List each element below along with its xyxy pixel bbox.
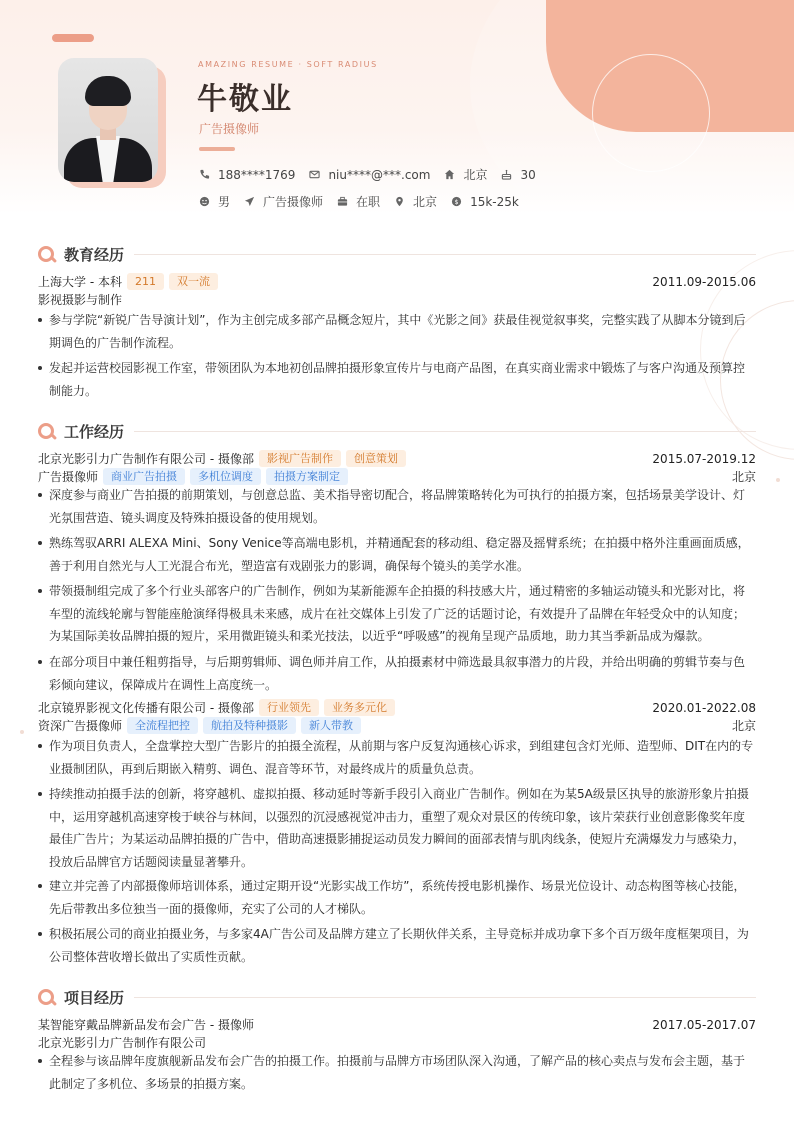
home-icon	[444, 169, 455, 180]
company-tag: 创意策划	[346, 450, 406, 467]
position: 资深广告摄像师	[38, 719, 123, 733]
salary-icon	[451, 196, 462, 207]
project-row	[38, 1016, 756, 1033]
decor-dot	[776, 478, 780, 482]
position-row	[38, 468, 756, 485]
age	[501, 168, 535, 182]
education-row	[38, 273, 756, 290]
education-section-title: 教育经历	[38, 244, 756, 265]
avatar	[58, 58, 158, 182]
position: 广告摄像师	[38, 470, 99, 484]
svg-text:$: $	[454, 197, 459, 206]
company-tag: 业务多元化	[324, 699, 395, 716]
school-name: 上海大学 - 本科	[38, 275, 122, 289]
job-status-value: 在职	[356, 195, 381, 209]
school-tag: 双一流	[169, 273, 218, 290]
salary-value: 15k-25k	[470, 194, 519, 209]
job-bullet: 持续推动拍摄手法的创新，将穿越机、虚拟拍摄、移动延时等新手段引入商业广告制作。例如在为某5A级景区执导的旅游形象片拍摄中，运用穿越机高速穿梭于峡谷与林间，以强烈的沉浸感视觉冲击力，重塑了观众对景区的传统印象，该片荣获行业创意影像奖年度最佳广告片；为某运动品牌拍摄的广告中，借助高速摄影捕捉运动员发力瞬间的面部表情与肌肉线条，使短片充满爆发力与感染力，投放后品牌官方话题阅读量显著攀升。	[38, 783, 756, 873]
project-bullet: 全程参与该品牌年度旗舰新品发布会广告的拍摄工作。拍摄前与品牌方市场团队深入沟通，了解产品的核心卖点与发布会主题，基于此制定了多机位、多场景的拍摄方案。	[38, 1050, 756, 1095]
contact-row	[199, 166, 550, 183]
project-name: 某智能穿戴品牌新品发布会广告 - 摄像师	[38, 1018, 254, 1032]
company-tag: 行业领先	[259, 699, 319, 716]
phone-value: 188****1769	[218, 167, 296, 182]
project-date: 2017.05-2017.07	[652, 1017, 756, 1032]
education-date: 2011.09-2015.06	[652, 274, 756, 289]
job-date: 2015.07-2019.12	[652, 451, 756, 466]
major-row	[38, 291, 756, 308]
position-tag: 全流程把控	[127, 717, 198, 734]
target-position	[244, 193, 323, 210]
job-role: 广告摄像师	[199, 122, 260, 136]
company-name: 北京镜界影视文化传播有限公司 - 摄像部	[38, 701, 254, 715]
position-row	[38, 717, 756, 734]
position-tag: 拍摄方案制定	[266, 468, 348, 485]
age-value: 30	[520, 167, 536, 182]
search-icon	[38, 989, 56, 1007]
job-bullet: 带领摄制组完成了多个行业头部客户的广告制作，例如为某新能源车企拍摄的科技感大片，通过精密的多轴运动镜头和光影对比，将车型的流线轮廓与智能座舱演绎得极具未来感，成片在社交媒体上引发了广泛的话题讨论，有效提升了品牌在年轻受众中的认知度；为某国际美妆品牌拍摄的短片，采用微距镜头和柔光技法，以近乎“呼吸感”的视角呈现产品质地，助力其当季新品成为爆款。	[38, 580, 756, 648]
job-row	[38, 699, 756, 716]
cake-icon	[501, 169, 512, 180]
job-city: 北京	[731, 470, 756, 484]
major: 影视摄影与制作	[38, 293, 123, 307]
email-value: niu****@***.com	[328, 167, 431, 182]
job-bullet: 建立并完善了内部摄像师培训体系，通过定期开设“光影实战工作坊”，系统传授电影机操作、场景光位设计、动态构图等核心技能，先后带教出多位独当一面的摄像师，充实了公司的人才梯队。	[38, 875, 756, 920]
project-org-row	[38, 1034, 756, 1051]
search-icon	[38, 423, 56, 441]
target-position-value: 广告摄像师	[263, 195, 324, 209]
location-icon	[394, 196, 405, 207]
project-section-title: 项目经历	[38, 987, 756, 1008]
decor-dot	[20, 730, 24, 734]
job-bullet: 在部分项目中兼任粗剪指导，与后期剪辑师、调色师并肩工作，从拍摄素材中筛选最具叙事潜力的片段，并给出明确的剪辑节奏与色彩倾向建议，保障成片在调性上高度统一。	[38, 651, 756, 696]
project-org: 北京光影引力广告制作有限公司	[38, 1036, 207, 1050]
job-bullet: 深度参与商业广告拍摄的前期策划，与创意总监、美术指导密切配合，将品牌策略转化为可执行的拍摄方案，包括场景美学设计、灯光氛围营造、镜头调度及特殊拍摄设备的使用规划。	[38, 484, 756, 529]
mail-icon	[309, 169, 320, 180]
company-tag: 影视广告制作	[259, 450, 341, 467]
gender-icon	[199, 196, 210, 207]
search-icon	[38, 246, 56, 264]
resume-header	[0, 0, 794, 214]
role-underline	[199, 147, 235, 151]
residence-value: 北京	[463, 168, 488, 182]
education-bullet: 发起并运营校园影视工作室，带领团队为本地初创品牌拍摄形象宣传片与电商产品图，在真实商业需求中锻炼了与客户沟通及预算控制能力。	[38, 357, 756, 402]
school-tag: 211	[127, 273, 164, 290]
job-bullet: 作为项目负责人，全盘掌控大型广告影片的拍摄全流程，从前期与客户反复沟通核心诉求，到组建包含灯光师、造型师、DIT在内的专业摄制团队，再到后期嵌入精剪、调色、混音等环节，对最终成片的质量负总责。	[38, 735, 756, 780]
residence	[444, 166, 487, 183]
job-bullet: 积极拓展公司的商业拍摄业务，与多家4A广告公司及品牌方建立了长期伙伴关系，主导竞标并成功拿下多个百万级年度框架项目，为公司整体营收增长做出了实质性贡献。	[38, 923, 756, 968]
briefcase-icon	[337, 196, 348, 207]
tagline: AMAZING RESUME · SOFT RADIUS	[198, 60, 378, 69]
salary	[451, 195, 519, 209]
phone	[199, 168, 295, 182]
decor-ring	[592, 54, 710, 172]
job-status	[337, 193, 380, 210]
send-icon	[244, 196, 255, 207]
education-bullet: 参与学院“新锐广告导演计划”，作为主创完成多部产品概念短片，其中《光影之间》获最佳视觉叙事奖，完整实践了从脚本分镜到后期调色的广告制作流程。	[38, 309, 756, 354]
work-section-title: 工作经历	[38, 421, 756, 442]
person-name: 牛敬业	[197, 82, 293, 117]
gender-value: 男	[218, 195, 231, 209]
gender	[199, 193, 230, 210]
target-city-value: 北京	[413, 195, 438, 209]
job-bullet: 熟练驾驭ARRI ALEXA Mini、Sony Venice等高端电影机，并精通配套的移动组、稳定器及摇臂系统；在拍摄中格外注重画面质感，善于利用自然光与人工光混合布光，塑造富有戏剧张力的影调，确保每个镜头的美学水准。	[38, 532, 756, 577]
position-tag: 航拍及特种摄影	[203, 717, 296, 734]
accent-bar	[52, 34, 94, 42]
job-city: 北京	[731, 719, 756, 733]
job-date: 2020.01-2022.08	[652, 700, 756, 715]
email	[309, 168, 430, 182]
target-city	[394, 193, 437, 210]
job-row	[38, 450, 756, 467]
position-tag: 新人带教	[301, 717, 361, 734]
position-tag: 商业广告拍摄	[103, 468, 185, 485]
company-name: 北京光影引力广告制作有限公司 - 摄像部	[38, 452, 254, 466]
profile-row	[199, 193, 533, 210]
position-tag: 多机位调度	[190, 468, 261, 485]
phone-icon	[199, 169, 210, 180]
